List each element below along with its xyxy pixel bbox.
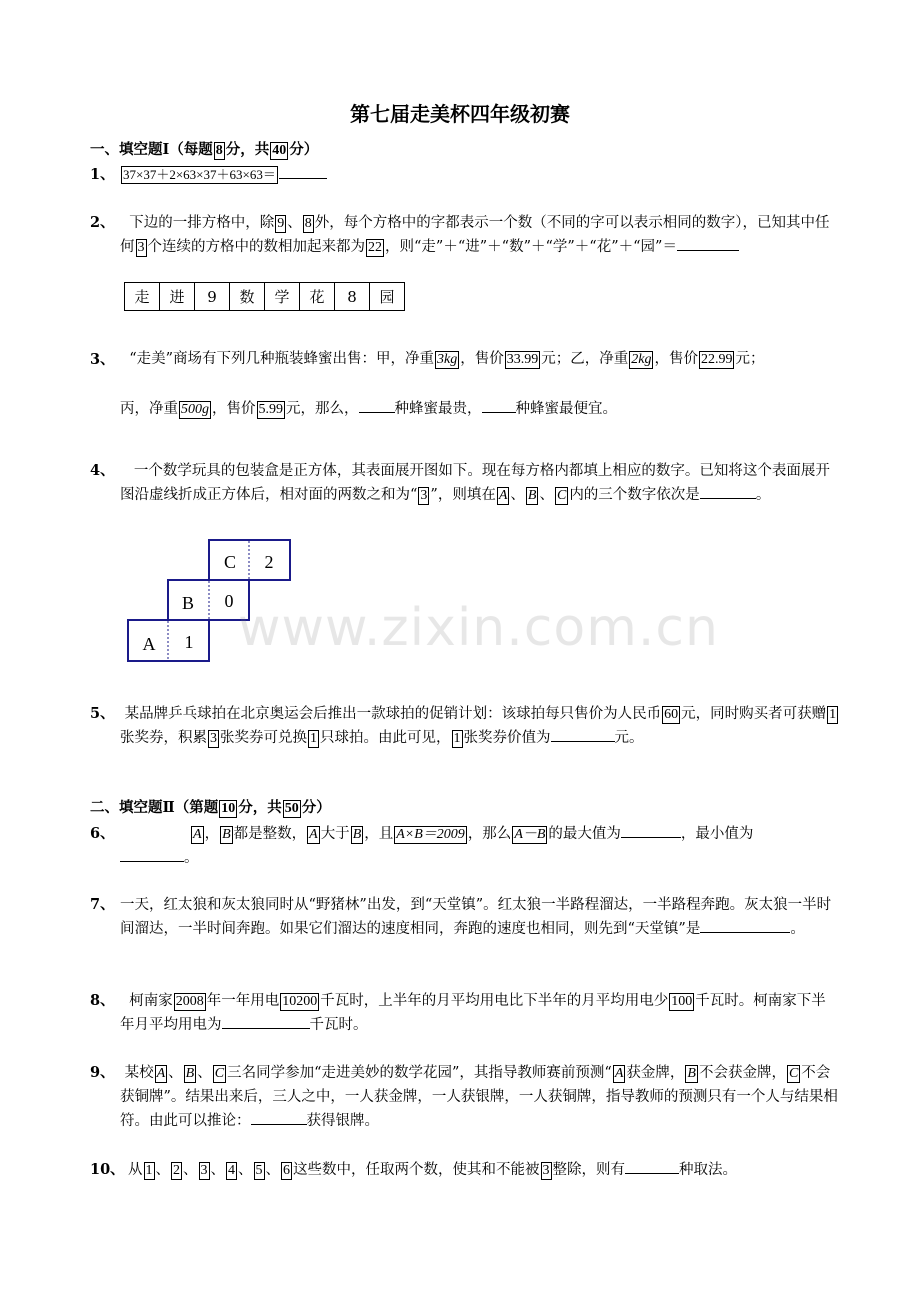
answer-blank[interactable] [222, 1014, 310, 1029]
grid-cell: 花 [300, 283, 335, 311]
net-label: 2 [264, 552, 274, 572]
answer-blank[interactable] [625, 1159, 679, 1174]
grid-cell: 园 [370, 283, 405, 311]
net-label: 1 [184, 632, 194, 652]
section-2-heading: 二、填空题Ⅱ（第题 10 分，共 50 分） [90, 799, 331, 816]
answer-blank[interactable] [120, 847, 184, 862]
watermark: www.zixin.com.cn [238, 598, 719, 658]
net-label: B [181, 593, 195, 613]
grid-cell: 数 [230, 283, 265, 311]
grid-cell: 8 [335, 283, 370, 311]
net-label: A [142, 634, 156, 654]
answer-blank[interactable] [621, 823, 681, 838]
page-title: 第七届走美杯四年级初赛 [350, 102, 570, 126]
answer-blank[interactable] [251, 1110, 307, 1125]
exam-page: 第七届走美杯四年级初赛 一、填空题Ⅰ（每题 8 分，共 40 分） 1、 37×37＋2×63×37＋63×63＝ 2、 下边的一排方格中，除 9 、 8 外，每个方格中的字都表示一个数（不同的字可以表示相同的数字），已知其中任何 3 个连续的方格中的数相加起来都为 22 ，则“走”＋“进”＋“数”＋“学”＋“花”＋“园”＝ 走 进 9 数 学 花 8 园 3、 “走美”商场有下列几种瓶装蜂蜜出售：甲，净重 3kg ，售价 33.99 元；乙，净重 2kg ，售价 22.99 元； 丙，净重 500g ，售价 5.99 元，那么， 种蜂蜜最贵， 种蜂蜜最便宜。 4、 一个数学玩具的包装盒是正方体，其表面展开图如下。现在每方格内都填上相应的数字。已知将这个表面展开图沿虚线折成正方体后，相对面的两数之和为“ 3 ”，则填在 A 、 B 、 C 内的三个数字依次是 。 C 2 B 0 A 1 www.zixin.com.cn 5、 某品牌乒乓球拍在北京奥运会后推出一款球拍的促销计划：该球拍每只售价为人民币 60 元，同时购买者可获赠 1张奖券，积累 3 张奖券可兑换 1 只球拍。由此可见， 1 张奖券价值为 元。 二、填空题Ⅱ（第题 10 分，共 50 分） 6、 A ， B 都是整数， A 大于 B ，且 A×B＝2009 ，那么 A－B 的最大值为 ，最小值为 。 7、 一天，红太狼和灰太狼同时从“野猪林”出发，到“天堂镇”。红太狼一半路程溜达，一半路程奔跑。灰太狼一半时间溜达，一半时间奔跑。如果它们溜达的速度相同，奔跑的速度也相同，则先到“天堂镇”是 。 8、 柯南家 2008 年一年用电 10200 千瓦时，上半年的月平均用电比下半年的月平均用电少 100 千瓦时。柯南家下半年月平均用电为 千瓦时。 9、 某校 A 、 B 、 C 三名同学参加“走进美妙的数学花园”，其指导教师赛前预测“ A 获金牌， B 不会获金牌， C 不会获铜牌”。结果出来后，三人之中，一人获金牌，一人获银牌，一人获铜牌，指导教师的预测只有一个人与结果相符。由此可以推论： 获得银牌。 10、 从 1 、 2 、 3 、 4 、 5 、 6 这些数中，任取两个数，使其和不能被 3 整除，则有 种取法。 [0, 0, 920, 1302]
q1-expression: 37×37＋2×63×37＋63×63＝ [123, 167, 276, 182]
net-label: 0 [224, 591, 234, 611]
grid-cell: 学 [265, 283, 300, 311]
grid-cell: 走 [125, 283, 160, 311]
section-1-heading: 一、填空题Ⅰ（每题 8 分，共 40 分） [90, 141, 319, 158]
answer-blank[interactable] [700, 918, 790, 933]
answer-blank[interactable] [551, 727, 615, 742]
grid-cell: 进 [160, 283, 195, 311]
grid-cell: 9 [195, 283, 230, 311]
net-label: C [223, 552, 237, 572]
